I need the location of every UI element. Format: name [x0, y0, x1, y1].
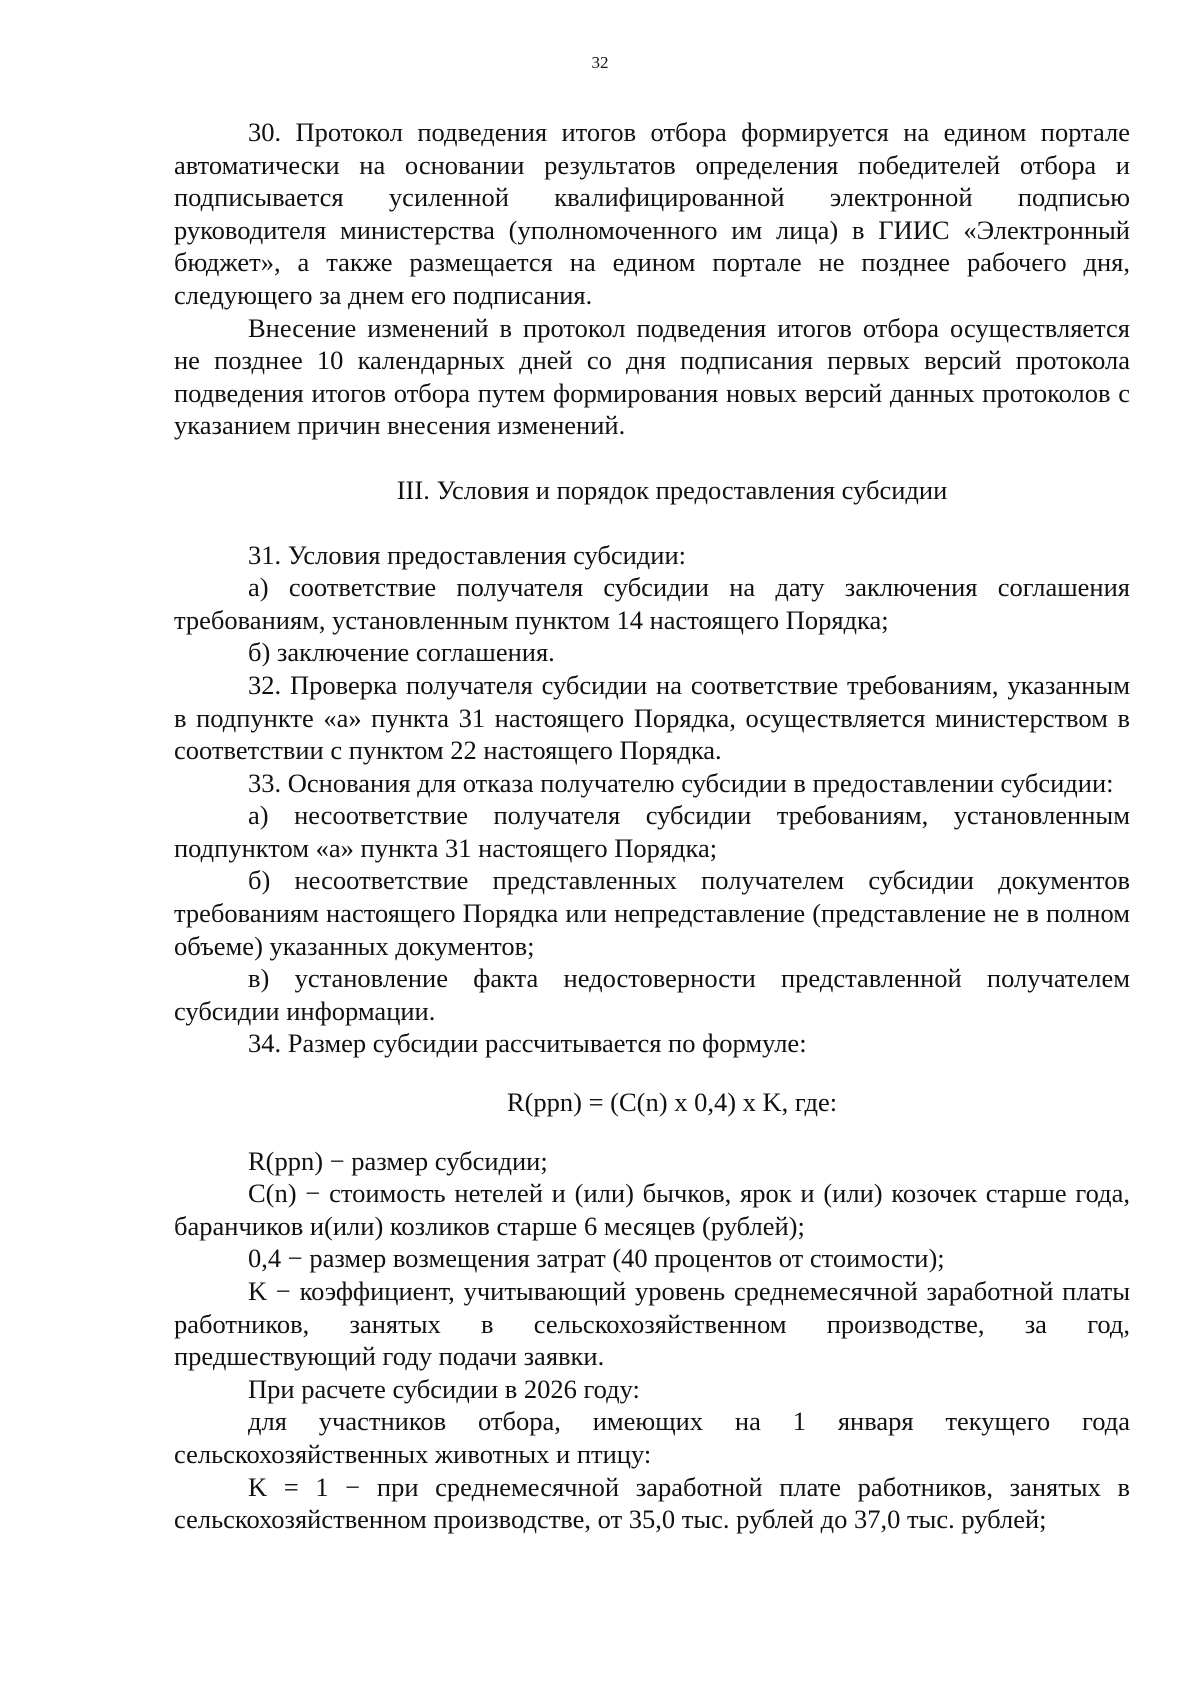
- calculation-2026: При расчете субсидии в 2026 году:: [248, 1373, 640, 1404]
- paragraph-34: 34. Размер субсидии рассчитывается по формуле:: [248, 1028, 807, 1059]
- subsidy-formula: R(ppn) = (C(n) x 0,4) x K, где:: [506, 1087, 838, 1118]
- paragraph-33: 33. Основания для отказа получателю субсидии в предоставлении субсидии:: [248, 767, 1114, 798]
- paragraph-32: 32. Проверка получателя субсидии на соответствие требованиям, указанным в подпункте «а» пункта 31 настоящего Порядка, осуществляется министерством в соответствии с пунктом 22 настоящего Порядка.: [174, 669, 1130, 766]
- definition-r: R(ppn) − размер субсидии;: [248, 1145, 548, 1176]
- paragraph-30: 30. Протокол подведения итогов отбора формируется на едином портале автоматически на основании результатов определения победителей отбора и подписывается усиленной квалифицированной электронной подписью руководителя министерства (уполномоченного им лица) в ГИИС «Электронный бюджет», а также размещается на едином портале не позднее рабочего дня, следующего за днем его подписания.: [174, 117, 1130, 310]
- section-heading: III. Условия и порядок предоставления субсидии: [396, 474, 948, 505]
- participants-clause: для участников отбора, имеющих на 1 января текущего года сельскохозяйственных животных и птицу:: [174, 1406, 1130, 1469]
- definition-k: K − коэффициент, учитывающий уровень среднемесячной заработной платы работников, занятых в сельскохозяйственном производстве, за год, предшествующий году подачи заявки.: [174, 1276, 1130, 1372]
- paragraph-33-b: б) несоответствие представленных получателем субсидии документов требованиям настоящего Порядка или непредставление (представление не в полном объеме) указанных документов;: [174, 865, 1130, 961]
- paragraph-33-a: а) несоответствие получателя субсидии требованиям, установленным подпунктом «а» пункта 31 настоящего Порядка;: [174, 800, 1130, 863]
- definition-c: C(n) − стоимость нетелей и (или) бычков, ярок и (или) козочек старше года, баранчиков и(или) козликов старше 6 месяцев (рублей);: [174, 1178, 1130, 1241]
- k-equals-1-clause: K = 1 − при среднемесячной заработной плате работников, занятых в сельскохозяйственном производстве, от 35,0 тыс. рублей до 37,0 тыс. рублей;: [174, 1471, 1130, 1535]
- paragraph-30-changes: Внесение изменений в протокол подведения итогов отбора осуществляется не позднее 10 календарных дней со дня подписания первых версий протокола подведения итогов отбора путем формирования новых версий данных протоколов с указанием причин внесения изменений.: [174, 312, 1130, 441]
- document-body: [174, 116, 1130, 1536]
- page-number: 32: [591, 53, 609, 72]
- paragraph-33-v: в) установление факта недостоверности представленной получателем субсидии информации.: [174, 963, 1130, 1026]
- definition-rate: 0,4 − размер возмещения затрат (40 процентов от стоимости);: [248, 1243, 945, 1274]
- paragraph-31: 31. Условия предоставления субсидии:: [248, 539, 687, 570]
- paragraph-31-b: б) заключение соглашения.: [248, 637, 555, 668]
- paragraph-31-a: а) соответствие получателя субсидии на дату заключения соглашения требованиям, установленным пунктом 14 настоящего Порядка;: [174, 572, 1130, 635]
